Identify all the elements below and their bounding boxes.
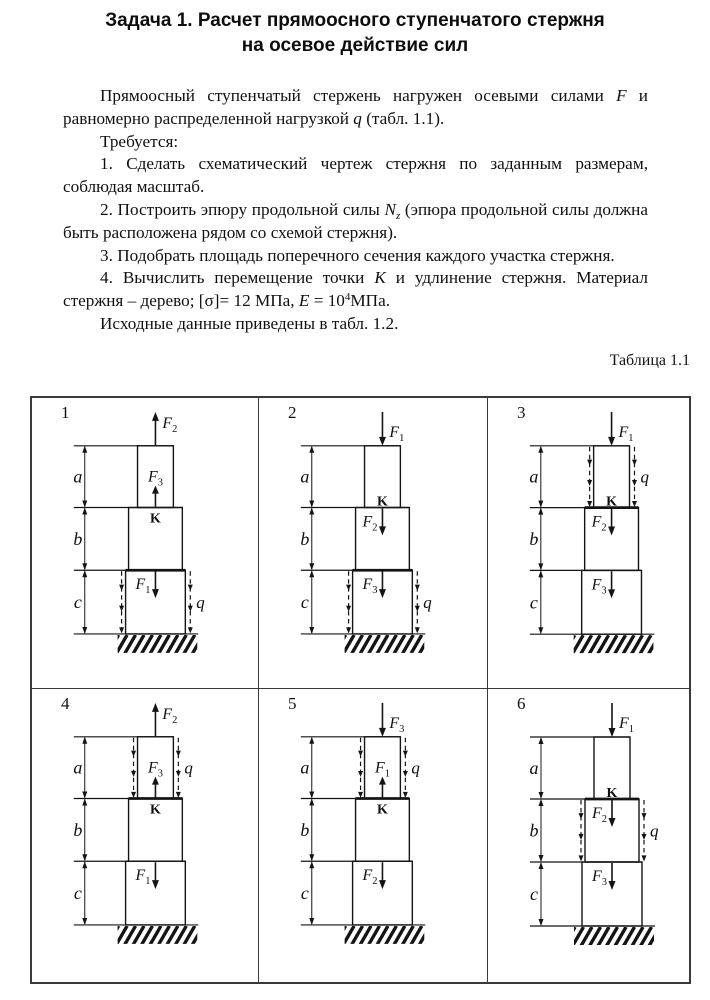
dimension-c: [530, 570, 543, 634]
svg-text:F2: $F_2$: [591, 513, 607, 534]
paragraph: 2. Построить эпюру продольной силы $N_z$ (эпюра продольной силы должна быть расположена рядом со схемой стержня).: [63, 199, 648, 242]
rod-diagram-5: [259, 689, 487, 982]
dimension-c: [301, 570, 314, 634]
variant-cell-6: [488, 689, 689, 982]
table-caption: Таблица 1.1: [609, 351, 690, 369]
force-F1-arrow: [608, 412, 633, 446]
distributed-load-q: [346, 571, 432, 633]
svg-text:q: q: [184, 758, 193, 778]
dimension-a: [73, 446, 87, 508]
force-F3-arrow: [147, 469, 163, 507]
page-title: [0, 8, 710, 58]
ground-hatch: [108, 926, 212, 945]
svg-text:F2: $F_2$: [362, 867, 378, 888]
variant-cell-2: [259, 398, 488, 689]
point-K-label: K: [150, 802, 161, 818]
svg-text:a: a: [529, 466, 539, 487]
svg-text:b: b: [73, 528, 83, 549]
svg-text:F2: $F_2$: [162, 705, 178, 726]
paragraph: 1. Сделать схематический чертеж стержня по заданным размерам, соблюдая масштаб.: [63, 154, 648, 197]
dimension-c: [74, 570, 87, 634]
svg-text:F1: $F_1$: [135, 576, 151, 597]
force-F1-arrow: [609, 703, 635, 737]
svg-text:q: q: [411, 758, 420, 778]
dimension-a: [530, 737, 544, 799]
variant-number-2: 2: [288, 403, 297, 422]
force-F2-arrow: [591, 509, 615, 536]
rod-diagram-6: [488, 689, 689, 982]
force-F3-arrow: [147, 760, 163, 798]
variant-cell-5: [259, 689, 488, 982]
svg-text:F3: $F_3$: [147, 759, 163, 780]
distributed-load-q: [587, 447, 649, 507]
force-F3-arrow: [362, 571, 386, 598]
dimension-a: [529, 446, 543, 508]
variant-number-4: 4: [61, 694, 70, 713]
dimension-c: [74, 861, 87, 925]
variant-number-5: 5: [288, 694, 297, 713]
rod-diagram-2: [259, 398, 487, 688]
svg-text:c: c: [530, 884, 538, 904]
svg-text:c: c: [73, 883, 82, 904]
dimension-b: [300, 508, 314, 571]
dimension-a: [300, 737, 314, 799]
force-F2-arrow: [152, 703, 177, 737]
force-F1-arrow: [135, 862, 159, 889]
svg-text:F3: $F_3$: [362, 576, 378, 597]
svg-text:q: q: [650, 821, 659, 841]
svg-text:F3: $F_3$: [147, 468, 163, 489]
rod-diagram-1: [32, 398, 258, 688]
distributed-load-q: [579, 800, 660, 861]
svg-text:a: a: [300, 466, 310, 487]
svg-text:c: c: [300, 883, 309, 904]
paragraph: Исходные данные приведены в табл. 1.2.: [100, 313, 399, 333]
point-K-label: K: [377, 494, 388, 510]
svg-text:c: c: [300, 592, 309, 613]
svg-text:b: b: [300, 819, 310, 840]
svg-text:F3: $F_3$: [591, 576, 607, 597]
dimension-b: [529, 508, 543, 571]
ground-hatch: [108, 635, 212, 654]
dimension-c: [530, 862, 544, 926]
variant-cell-3: [488, 398, 689, 689]
svg-text:a: a: [529, 758, 539, 778]
force-F1-arrow: [379, 412, 404, 446]
force-F2-arrow: [362, 509, 386, 536]
dimension-a: [300, 446, 314, 508]
ground-hatch: [335, 926, 439, 945]
force-F2-arrow: [362, 862, 386, 889]
svg-text:b: b: [529, 528, 539, 549]
svg-text:F2: $F_2$: [362, 513, 378, 534]
dimension-c: [301, 861, 314, 925]
title-line-2: на осевое действие сил: [241, 35, 469, 56]
variant-number-6: 6: [517, 694, 526, 713]
svg-text:q: q: [196, 593, 205, 613]
point-K-label: K: [606, 786, 618, 801]
point-K-label: K: [377, 802, 388, 818]
force-F2-arrow: [591, 800, 616, 827]
svg-text:a: a: [300, 757, 310, 778]
variants-table: [30, 396, 691, 984]
ground-hatch: [564, 635, 668, 654]
force-F2-arrow: [152, 412, 177, 446]
variant-number-1: 1: [61, 403, 70, 422]
dimension-a: [73, 737, 87, 799]
svg-text:F1: $F_1$: [619, 715, 635, 735]
svg-text:q: q: [640, 467, 649, 487]
svg-text:b: b: [529, 820, 539, 841]
paragraph: 3. Подобрать площадь поперечного сечения каждого участка стержня.: [100, 245, 615, 265]
paragraphs: [63, 85, 648, 336]
ground-hatch: [564, 927, 669, 946]
svg-text:a: a: [73, 757, 83, 778]
svg-text:q: q: [423, 593, 432, 613]
variant-cell-1: [32, 398, 259, 689]
svg-text:F1: $F_1$: [618, 423, 634, 444]
dimension-b: [530, 799, 544, 862]
svg-text:c: c: [73, 592, 82, 613]
svg-text:F1: $F_1$: [135, 867, 151, 888]
svg-text:F1: $F_1$: [374, 759, 390, 780]
svg-text:a: a: [73, 466, 83, 487]
distributed-load-q: [119, 571, 205, 633]
paragraph: Требуется:: [100, 131, 179, 151]
svg-text:F3: $F_3$: [389, 714, 405, 735]
dimension-b: [300, 799, 314, 862]
force-F1-arrow: [135, 571, 159, 598]
svg-text:F3: $F_3$: [591, 868, 607, 888]
svg-text:b: b: [300, 528, 310, 549]
dimension-b: [73, 508, 87, 571]
dimension-b: [73, 799, 87, 862]
variant-cell-4: [32, 689, 259, 982]
svg-text:c: c: [529, 592, 538, 613]
point-K-label: K: [606, 494, 617, 510]
rod-diagram-4: [32, 689, 258, 982]
force-F3-arrow: [379, 703, 404, 737]
ground-hatch: [335, 635, 439, 654]
paragraph: 4. Вычислить перемещение точки K и удлинение стержня. Материал стержня – дерево; [σ]= 12 МПа, $E = 10^4МПа$.: [63, 268, 648, 311]
variant-number-3: 3: [517, 403, 526, 422]
paragraph: Прямоосный ступенчатый стержень нагружен осевыми силами F и равномерно распределенной нагрузкой q (табл. 1.1).: [63, 86, 649, 128]
rod-diagram-3: [488, 398, 689, 688]
force-F3-arrow: [591, 863, 616, 890]
svg-text:F2: $F_2$: [162, 414, 178, 435]
force-F3-arrow: [591, 571, 615, 598]
svg-text:F1: $F_1$: [389, 423, 405, 444]
point-K-label: K: [150, 511, 161, 527]
svg-text:b: b: [73, 819, 83, 840]
svg-text:F2: $F_2$: [591, 805, 607, 825]
force-F1-arrow: [374, 760, 390, 798]
title-line-1: Задача 1. Расчет прямоосного ступенчатого стержня: [105, 10, 605, 31]
